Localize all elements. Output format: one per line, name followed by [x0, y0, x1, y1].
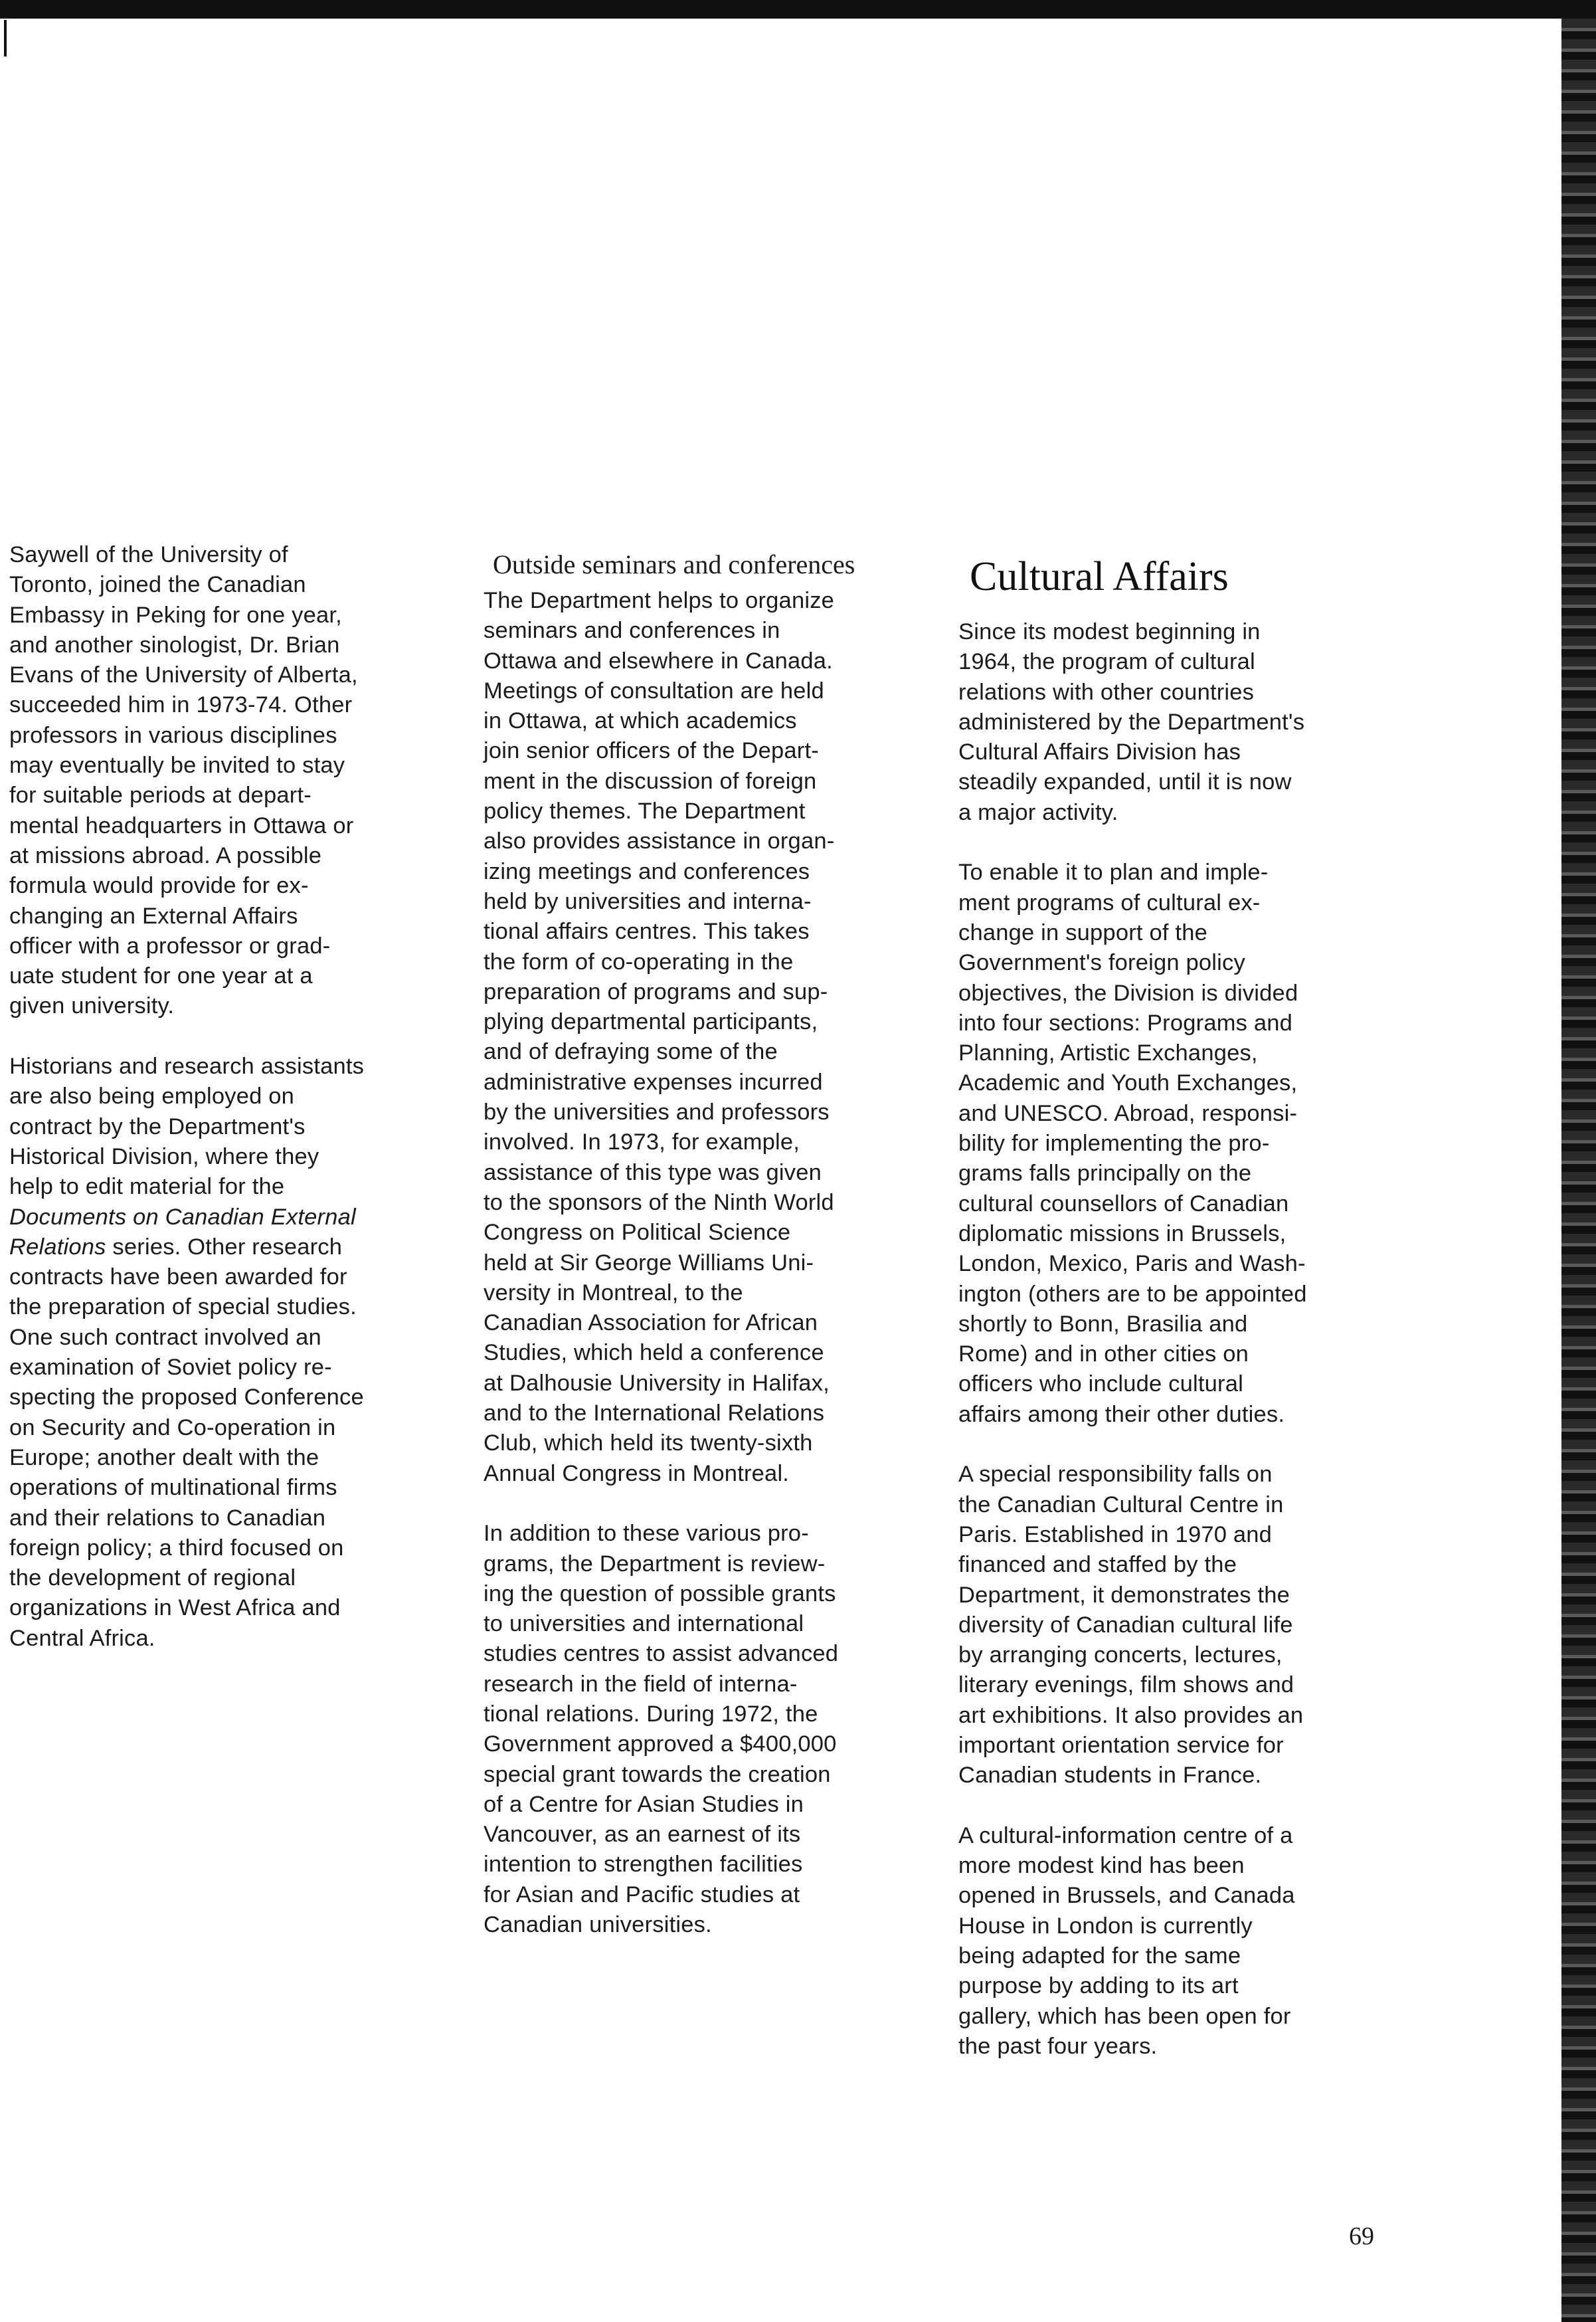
col3-paragraph-3 — [958, 1460, 1423, 1790]
col2-paragraph-1 — [484, 586, 948, 1489]
text-line: Academic and Youth Exchanges, — [958, 1070, 1298, 1096]
text-fragment: series. Other research — [106, 1234, 343, 1260]
text-line: The Department helps to organize — [484, 588, 835, 613]
text-line: Central Africa. — [9, 1625, 155, 1651]
text-line: bility for implementing the pro- — [958, 1131, 1270, 1157]
text-line: grams falls principally on the — [958, 1161, 1252, 1187]
text-line: important orientation service for — [958, 1732, 1284, 1758]
text-line: Cultural Affairs Division has — [958, 739, 1241, 765]
text-line: on Security and Co-operation in — [9, 1414, 336, 1440]
text-line: Historical Division, where they — [9, 1143, 319, 1169]
text-line: and of defraying some of the — [484, 1039, 778, 1065]
text-line: to the sponsors of the Ninth World — [484, 1189, 834, 1215]
text-line: and another sinologist, Dr. Brian — [9, 632, 340, 658]
text-line: join senior officers of the Depart- — [484, 738, 819, 764]
text-line: special grant towards the creation — [484, 1761, 831, 1787]
text-line: grams, the Department is review- — [484, 1551, 826, 1577]
text-line: for suitable periods at depart- — [9, 783, 311, 809]
page-number: 69 — [1349, 2222, 1374, 2250]
text-line: seminars and conferences in — [484, 618, 780, 644]
text-line: officers who include cultural — [958, 1371, 1243, 1397]
text-line: also provides assistance in organ- — [484, 828, 835, 854]
paragraph-gap — [484, 1489, 948, 1519]
text-line: shortly to Bonn, Brasilia and — [958, 1311, 1248, 1337]
text-line: Congress on Political Science — [484, 1220, 791, 1246]
text-line: literary evenings, film shows and — [958, 1672, 1294, 1698]
scan-left-mark — [4, 20, 7, 56]
column-2 — [484, 586, 948, 1940]
text-line: mental headquarters in Ottawa or — [9, 813, 354, 838]
text-line: uate student for one year at a — [9, 963, 313, 989]
col1-paragraph-1 — [9, 540, 474, 1022]
text-line: preparation of programs and sup- — [484, 979, 828, 1005]
text-line: for Asian and Pacific studies at — [484, 1882, 800, 1907]
text-line: Canadian universities. — [484, 1912, 712, 1938]
publication-title-line: Documents on Canadian External — [9, 1204, 356, 1230]
text-line: cultural counsellors of Canadian — [958, 1191, 1289, 1216]
text-line: Club, which held its twenty-sixth — [484, 1430, 813, 1456]
text-line: To enable it to plan and imple- — [958, 860, 1269, 886]
col3-paragraph-1 — [958, 617, 1423, 828]
text-line: into four sections: Programs and — [958, 1010, 1293, 1036]
text-line: opened in Brussels, and Canada — [958, 1883, 1295, 1909]
text-line: ment programs of cultural ex- — [958, 890, 1261, 916]
text-line: Evans of the University of Alberta, — [9, 662, 358, 688]
text-line: at missions abroad. A possible — [9, 842, 322, 868]
text-line: being adapted for the same — [958, 1943, 1241, 1969]
text-line: succeeded him in 1973-74. Other — [9, 692, 353, 718]
text-line: affairs among their other duties. — [958, 1401, 1285, 1427]
text-line: Department, it demonstrates the — [958, 1582, 1290, 1608]
paragraph-gap — [958, 828, 1423, 858]
section-subheading: Outside seminars and conferences — [493, 549, 855, 579]
text-line: London, Mexico, Paris and Wash- — [958, 1251, 1306, 1277]
text-line: Studies, which held a conference — [484, 1340, 824, 1366]
text-line: plying departmental participants, — [484, 1009, 818, 1035]
text-line: steadily expanded, until it is now — [958, 769, 1292, 795]
paragraph-gap — [958, 1791, 1423, 1821]
section-heading: Cultural Affairs — [970, 554, 1229, 599]
text-line: A special responsibility falls on — [958, 1462, 1273, 1488]
text-line: tional relations. During 1972, the — [484, 1701, 818, 1727]
text-line: Historians and research assistants — [9, 1054, 365, 1080]
scan-right-edge — [1561, 19, 1596, 2322]
text-line: Toronto, joined the Canadian — [9, 572, 306, 598]
column-3 — [958, 617, 1423, 2062]
text-line: help to edit material for the — [9, 1174, 285, 1200]
text-line: studies centres to assist advanced — [484, 1641, 839, 1667]
text-line: administered by the Department's — [958, 709, 1305, 735]
text-line: involved. In 1973, for example, — [484, 1129, 800, 1155]
text-line: Ottawa and elsewhere in Canada. — [484, 648, 833, 674]
text-line: administrative expenses incurred — [484, 1069, 823, 1095]
text-line: financed and staffed by the — [958, 1552, 1237, 1578]
text-line: by the universities and professors — [484, 1100, 830, 1125]
text-line: Government's foreign policy — [958, 950, 1245, 976]
text-line: the development of regional — [9, 1565, 296, 1591]
text-line: by arranging concerts, lectures, — [958, 1642, 1283, 1668]
text-line: Paris. Established in 1970 and — [958, 1521, 1273, 1547]
paragraph-gap — [958, 1430, 1423, 1460]
text-line: the Canadian Cultural Centre in — [958, 1492, 1284, 1517]
col3-paragraph-4 — [958, 1821, 1423, 2062]
text-line: professors in various disciplines — [9, 722, 337, 748]
text-line: of a Centre for Asian Studies in — [484, 1791, 804, 1817]
text-line: and their relations to Canadian — [9, 1505, 326, 1531]
text-line: to universities and international — [484, 1611, 804, 1637]
text-line: Europe; another dealt with the — [9, 1444, 319, 1470]
text-line: the form of co-operating in the — [484, 949, 794, 975]
text-line: given university. — [9, 993, 175, 1019]
text-line: gallery, which has been open for — [958, 2003, 1291, 2029]
text-line: a major activity. — [958, 799, 1118, 825]
text-line: relations with other countries — [958, 679, 1255, 705]
text-line: may eventually be invited to stay — [9, 753, 345, 779]
text-line: changing an External Affairs — [9, 903, 298, 929]
text-line: versity in Montreal, to the — [484, 1280, 743, 1306]
text-line: Vancouver, as an earnest of its — [484, 1822, 801, 1848]
text-line: the past four years. — [958, 2033, 1158, 2059]
text-line: In addition to these various pro- — [484, 1521, 809, 1547]
text-line: Meetings of consultation are held — [484, 678, 824, 704]
text-line: 1964, the program of cultural — [958, 649, 1255, 675]
text-line: are also being employed on — [9, 1084, 295, 1110]
text-line: objectives, the Division is divided — [958, 980, 1298, 1006]
text-line: held by universities and interna- — [484, 888, 812, 914]
text-line: Annual Congress in Montreal. — [484, 1460, 790, 1486]
text-line: specting the proposed Conference — [9, 1385, 364, 1410]
text-line: formula would provide for ex- — [9, 873, 309, 899]
text-line: diversity of Canadian cultural life — [958, 1612, 1293, 1638]
text-line: Embassy in Peking for one year, — [9, 602, 342, 628]
text-line: held at Sir George Williams Uni- — [484, 1250, 814, 1276]
text-line: izing meetings and conferences — [484, 858, 810, 884]
text-line: assistance of this type was given — [484, 1159, 822, 1185]
column-1 — [9, 540, 474, 1654]
col1-paragraph-2 — [9, 1052, 474, 1654]
publication-title-end: Relations — [9, 1234, 106, 1260]
paragraph-gap — [9, 1022, 474, 1052]
text-line: contract by the Department's — [9, 1113, 306, 1139]
text-line: Rome) and in other cities on — [958, 1341, 1249, 1367]
col3-paragraph-2 — [958, 858, 1423, 1430]
text-line: Since its modest beginning in — [958, 619, 1261, 644]
text-line: ment in the discussion of foreign — [484, 768, 817, 794]
text-line: officer with a professor or grad- — [9, 933, 331, 959]
text-line: art exhibitions. It also provides an — [958, 1702, 1304, 1728]
text-line: contracts have been awarded for — [9, 1264, 347, 1290]
text-line: change in support of the — [958, 919, 1207, 945]
text-line: at Dalhousie University in Halifax, — [484, 1370, 830, 1396]
text-line: ington (others are to be appointed — [958, 1281, 1307, 1307]
scan-top-edge — [0, 0, 1596, 19]
text-line: in Ottawa, at which academics — [484, 708, 797, 734]
text-line: House in London is currently — [958, 1913, 1253, 1939]
text-line: tional affairs centres. This takes — [484, 919, 810, 945]
text-line: operations of multinational firms — [9, 1475, 337, 1501]
text-line: research in the field of interna- — [484, 1671, 798, 1697]
text-line: more modest kind has been — [958, 1853, 1245, 1879]
text-line: One such contract involved an — [9, 1324, 321, 1350]
text-line — [9, 1232, 474, 1262]
text-line: the preparation of special studies. — [9, 1294, 357, 1320]
text-line: Government approved a $400,000 — [484, 1731, 837, 1757]
text-line: Planning, Artistic Exchanges, — [958, 1040, 1258, 1066]
text-line: Saywell of the University of — [9, 542, 288, 567]
text-line: organizations in West Africa and — [9, 1595, 341, 1621]
text-line: A cultural-information centre of a — [958, 1822, 1293, 1848]
text-line: and to the International Relations — [484, 1401, 825, 1426]
text-line: Canadian Association for African — [484, 1310, 818, 1336]
text-line: and UNESCO. Abroad, responsi- — [958, 1100, 1298, 1126]
text-line: examination of Soviet policy re- — [9, 1355, 332, 1381]
text-line: Canadian students in France. — [958, 1763, 1262, 1789]
text-line: purpose by adding to its art — [958, 1973, 1239, 1999]
text-line: diplomatic missions in Brussels, — [958, 1220, 1286, 1246]
text-line: intention to strengthen facilities — [484, 1852, 803, 1878]
text-line: foreign policy; a third focused on — [9, 1535, 344, 1561]
text-line: policy themes. The Department — [484, 799, 806, 824]
text-line: ing the question of possible grants — [484, 1581, 836, 1606]
col2-paragraph-2 — [484, 1519, 948, 1940]
